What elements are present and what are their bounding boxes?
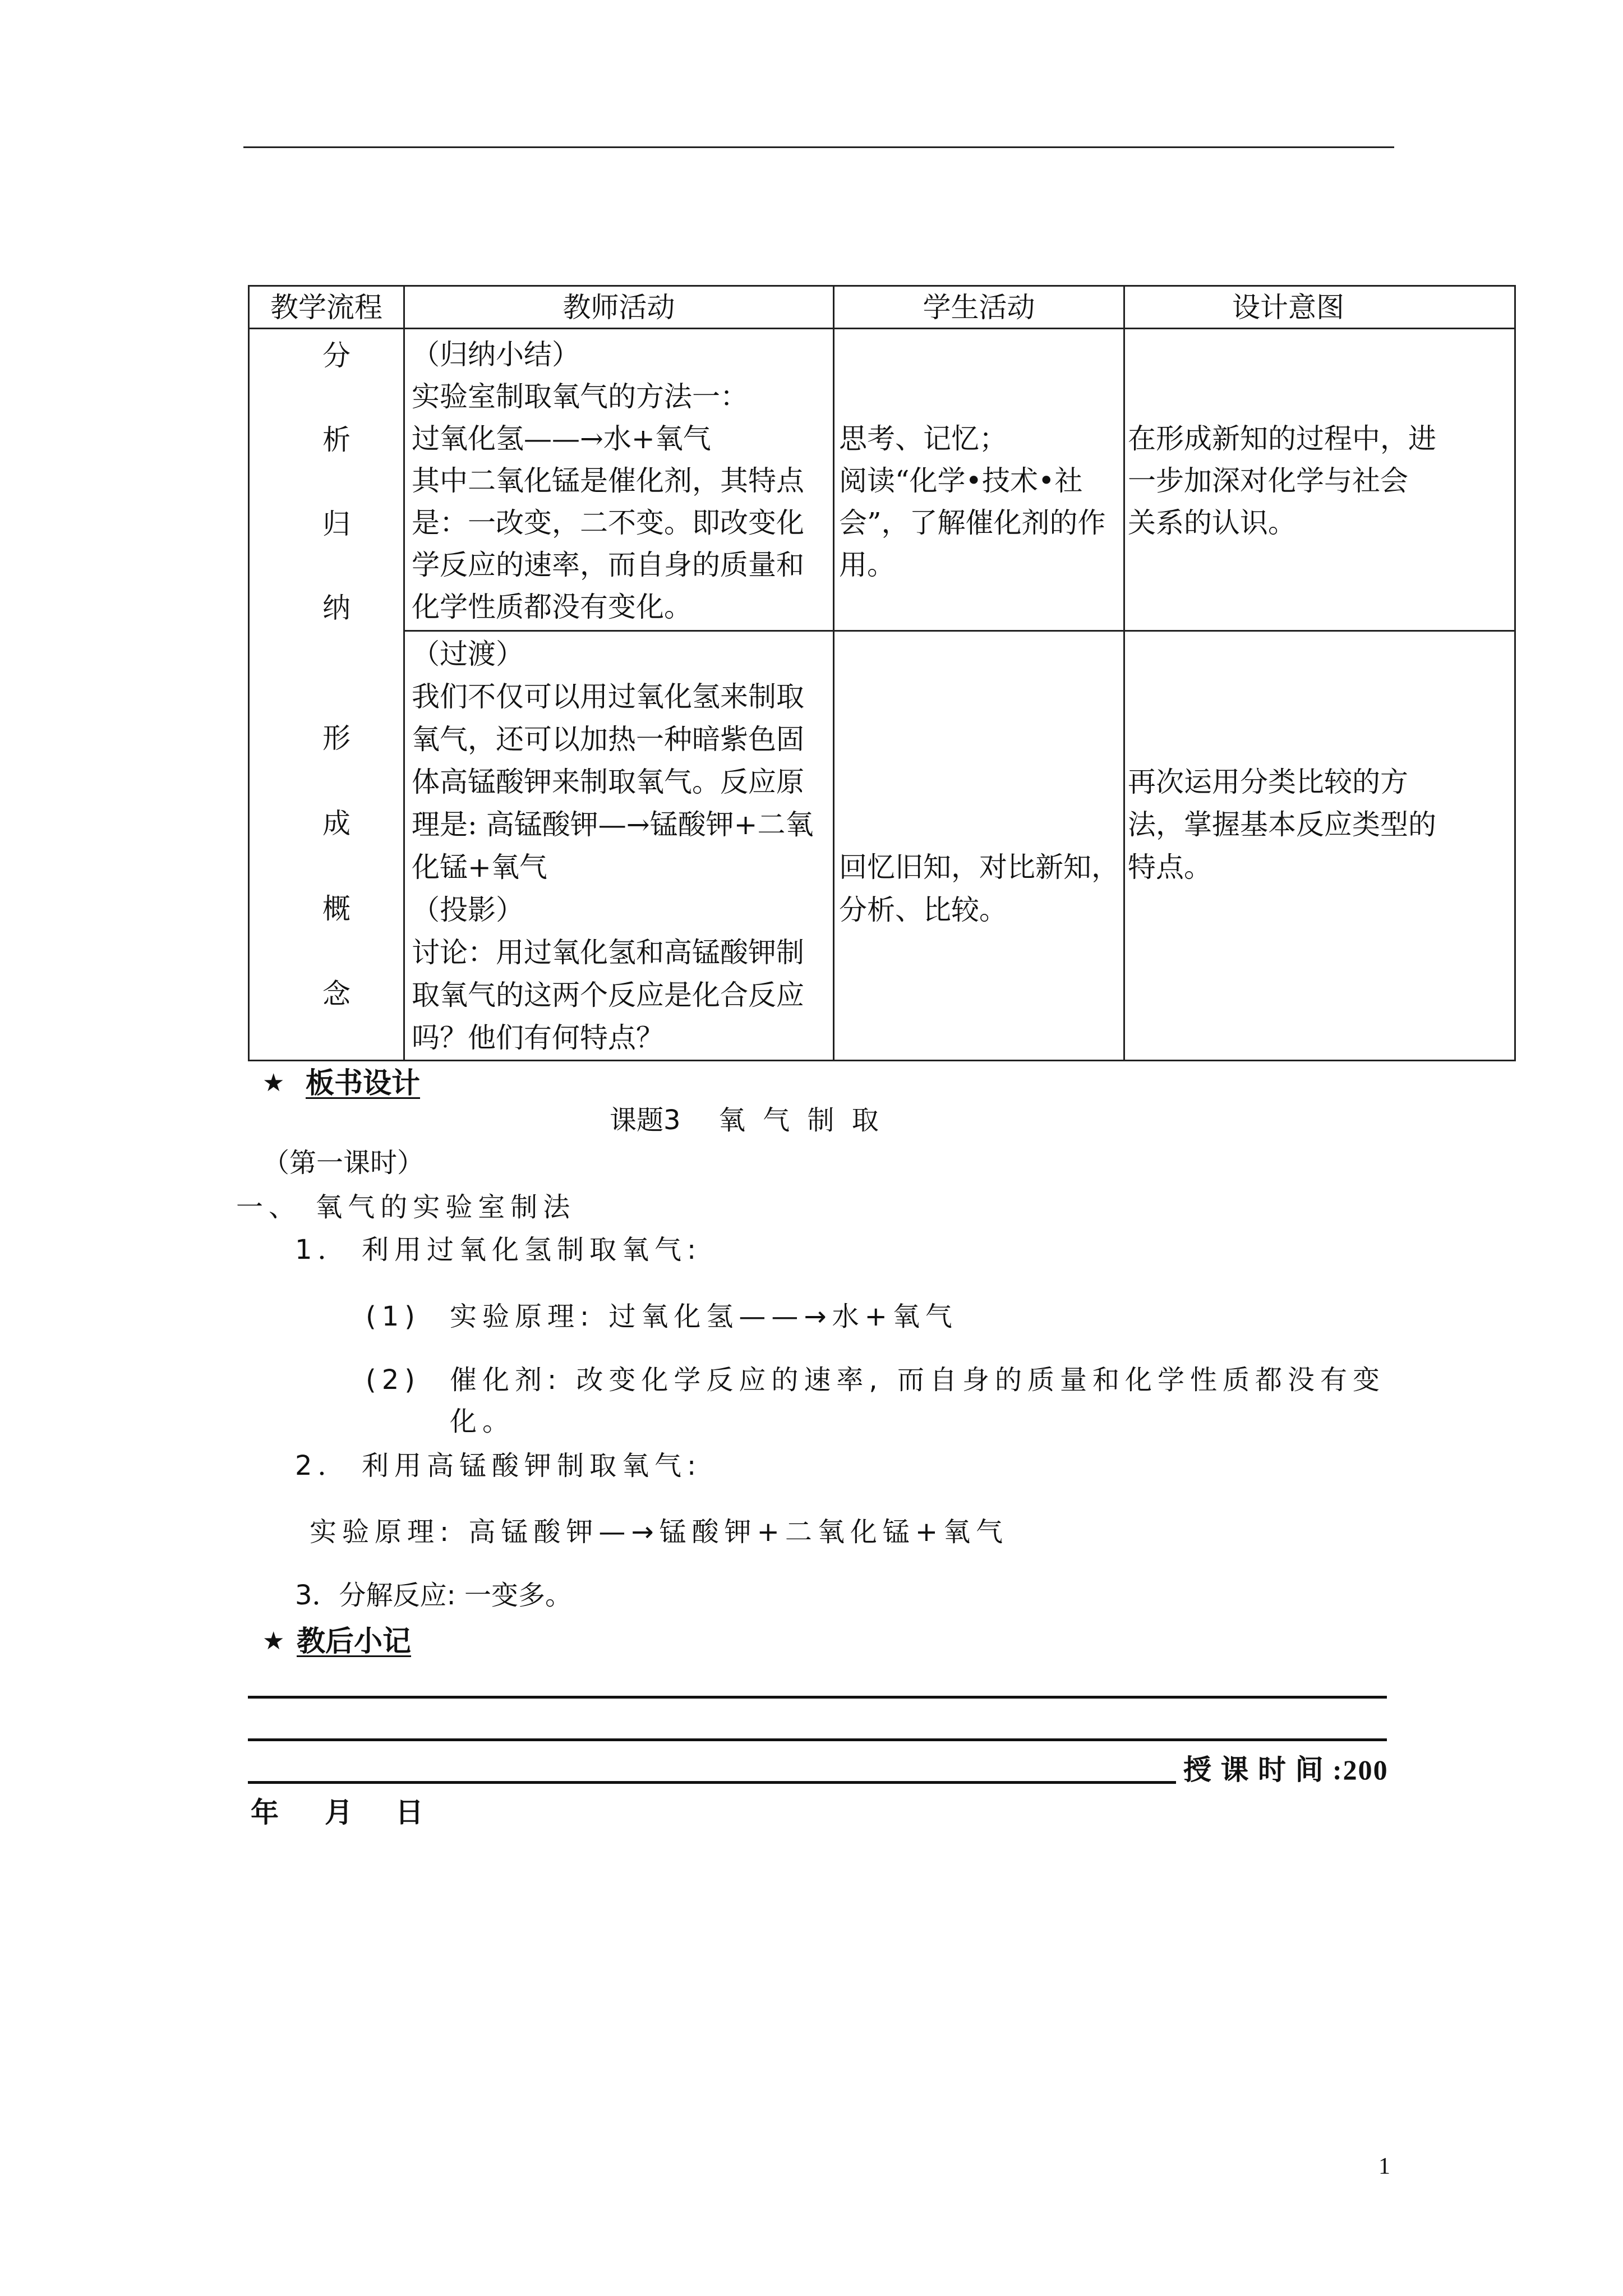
text-line: （过渡） xyxy=(412,638,524,670)
page-number: 1 xyxy=(1378,2154,1390,2179)
table-header-row xyxy=(249,286,1515,329)
text-line: 分析、比较。 xyxy=(839,894,1007,926)
date-year: 年 xyxy=(251,1797,279,1828)
board-design-heading: 板书设计 xyxy=(306,1066,421,1100)
list-item-text: 利用过氧化氢制取氧气: xyxy=(362,1234,702,1266)
text-line: 我们不仅可以用过氧化氢来制取 xyxy=(412,680,804,713)
lesson-label: 课题3 xyxy=(610,1105,681,1136)
lesson-flow-table xyxy=(248,285,1516,1061)
star-icon: ★ xyxy=(262,1627,285,1655)
text-line: 在形成新知的过程中，进 xyxy=(1128,422,1436,455)
text-line: 用。 xyxy=(839,549,895,581)
teaching-time-label: 授 课 时 间 :200 xyxy=(1183,1754,1389,1786)
date-day: 日 xyxy=(395,1797,423,1828)
star-icon: ★ xyxy=(262,1069,285,1097)
flow-char: 成 xyxy=(322,807,351,840)
sub-list-item-text: 实验原理: 过氧化氢——→水+氧气 xyxy=(450,1301,958,1332)
date-month: 月 xyxy=(325,1797,353,1828)
notes-line xyxy=(248,1738,1387,1741)
text-line: 会”，了解催化剂的作 xyxy=(839,507,1106,539)
text-line: 一步加深对化学与社会 xyxy=(1128,464,1408,497)
flow-char: 析 xyxy=(322,424,351,456)
text-line: 实验室制取氧气的方法一： xyxy=(412,380,748,413)
column-header-design-intent: 设计意图 xyxy=(1124,286,1515,329)
column-header-teacher-activity: 教师活动 xyxy=(404,286,834,329)
flow-group-concept xyxy=(270,717,403,1058)
text-line: 学反应的速率，而自身的质量和 xyxy=(412,549,804,581)
text-line: 化锰+氧气 xyxy=(412,851,547,884)
text-line: （归纳小结） xyxy=(412,338,580,371)
text-line: 过氧化氢——→水+氧气 xyxy=(412,422,711,455)
flow-char: 纳 xyxy=(322,592,351,624)
text-line: 吗？他们有何特点？ xyxy=(412,1022,664,1054)
reaction-principle: 实验原理: 高锰酸钾—→锰酸钾+二氧化锰+氧气 xyxy=(310,1516,1009,1548)
list-number: 1． xyxy=(295,1234,351,1266)
text-line: 阅读“化学•技术•社 xyxy=(839,464,1083,497)
notes-line xyxy=(248,1696,1387,1699)
teacher-activity-cell xyxy=(404,631,834,1061)
design-intent-cell xyxy=(1124,631,1515,1061)
text-line: 关系的认识。 xyxy=(1128,507,1296,539)
text-line: 氧气，还可以加热一种暗紫色固 xyxy=(412,723,804,756)
table-row xyxy=(249,329,1515,631)
reflection-heading: 教后小记 xyxy=(297,1625,412,1658)
column-header-teaching-flow: 教学流程 xyxy=(249,286,404,329)
sub-list-item-text: 化。 xyxy=(450,1406,515,1437)
text-line: 理是: 高锰酸钾—→锰酸钾+二氧 xyxy=(412,808,814,841)
column-header-student-activity: 学生活动 xyxy=(834,286,1124,329)
notes-line xyxy=(248,1781,1176,1784)
text-line: 是：一改变，二不变。即改变化 xyxy=(412,507,804,539)
text-line: 思考、记忆； xyxy=(839,422,1007,455)
text-line: （投影） xyxy=(412,894,524,926)
flow-group-analysis xyxy=(270,329,403,671)
flow-char: 念 xyxy=(322,978,351,1010)
sub-list-number: (2) xyxy=(366,1364,421,1396)
design-intent-cell xyxy=(1124,329,1515,631)
text-line: 其中二氧化锰是催化剂，其特点 xyxy=(412,464,804,497)
student-activity-cell xyxy=(834,631,1124,1061)
sub-list-item-text: 催化剂: 改变化学反应的速率, 而自身的质量和化学性质都没有变 xyxy=(450,1364,1385,1396)
text-line: 法，掌握基本反应类型的 xyxy=(1128,808,1436,841)
flow-char: 概 xyxy=(322,892,351,925)
section-heading: 一、 氧气的实验室制法 xyxy=(236,1191,576,1223)
lesson-title: 氧 气 制 取 xyxy=(718,1105,883,1136)
text-line: 特点。 xyxy=(1128,851,1212,884)
flow-char: 形 xyxy=(322,722,351,754)
text-line: 化学性质都没有变化。 xyxy=(412,591,692,623)
teacher-activity-cell xyxy=(404,329,834,631)
list-item-text: 3．分解反应: 一变多。 xyxy=(295,1580,572,1611)
text-line: 回忆旧知，对比新知， xyxy=(839,851,1119,884)
sub-list-number: (1) xyxy=(366,1301,421,1332)
header-rule xyxy=(243,146,1394,148)
flow-char: 分 xyxy=(322,339,351,372)
text-line: 体高锰酸钾来制取氧气。反应原 xyxy=(412,766,804,798)
text-line: 取氧气的这两个反应是化合反应 xyxy=(412,979,804,1011)
flow-char: 归 xyxy=(322,508,351,540)
text-line: 讨论：用过氧化氢和高锰酸钾制 xyxy=(412,936,804,969)
table-row xyxy=(249,631,1515,1061)
teaching-flow-cell xyxy=(249,329,404,1061)
student-activity-cell xyxy=(834,329,1124,631)
text-line: 再次运用分类比较的方 xyxy=(1128,766,1408,798)
list-item-text: 利用高锰酸钾制取氧气: xyxy=(362,1450,702,1481)
list-number: 2． xyxy=(295,1450,351,1481)
class-period: （第一课时） xyxy=(262,1147,425,1179)
